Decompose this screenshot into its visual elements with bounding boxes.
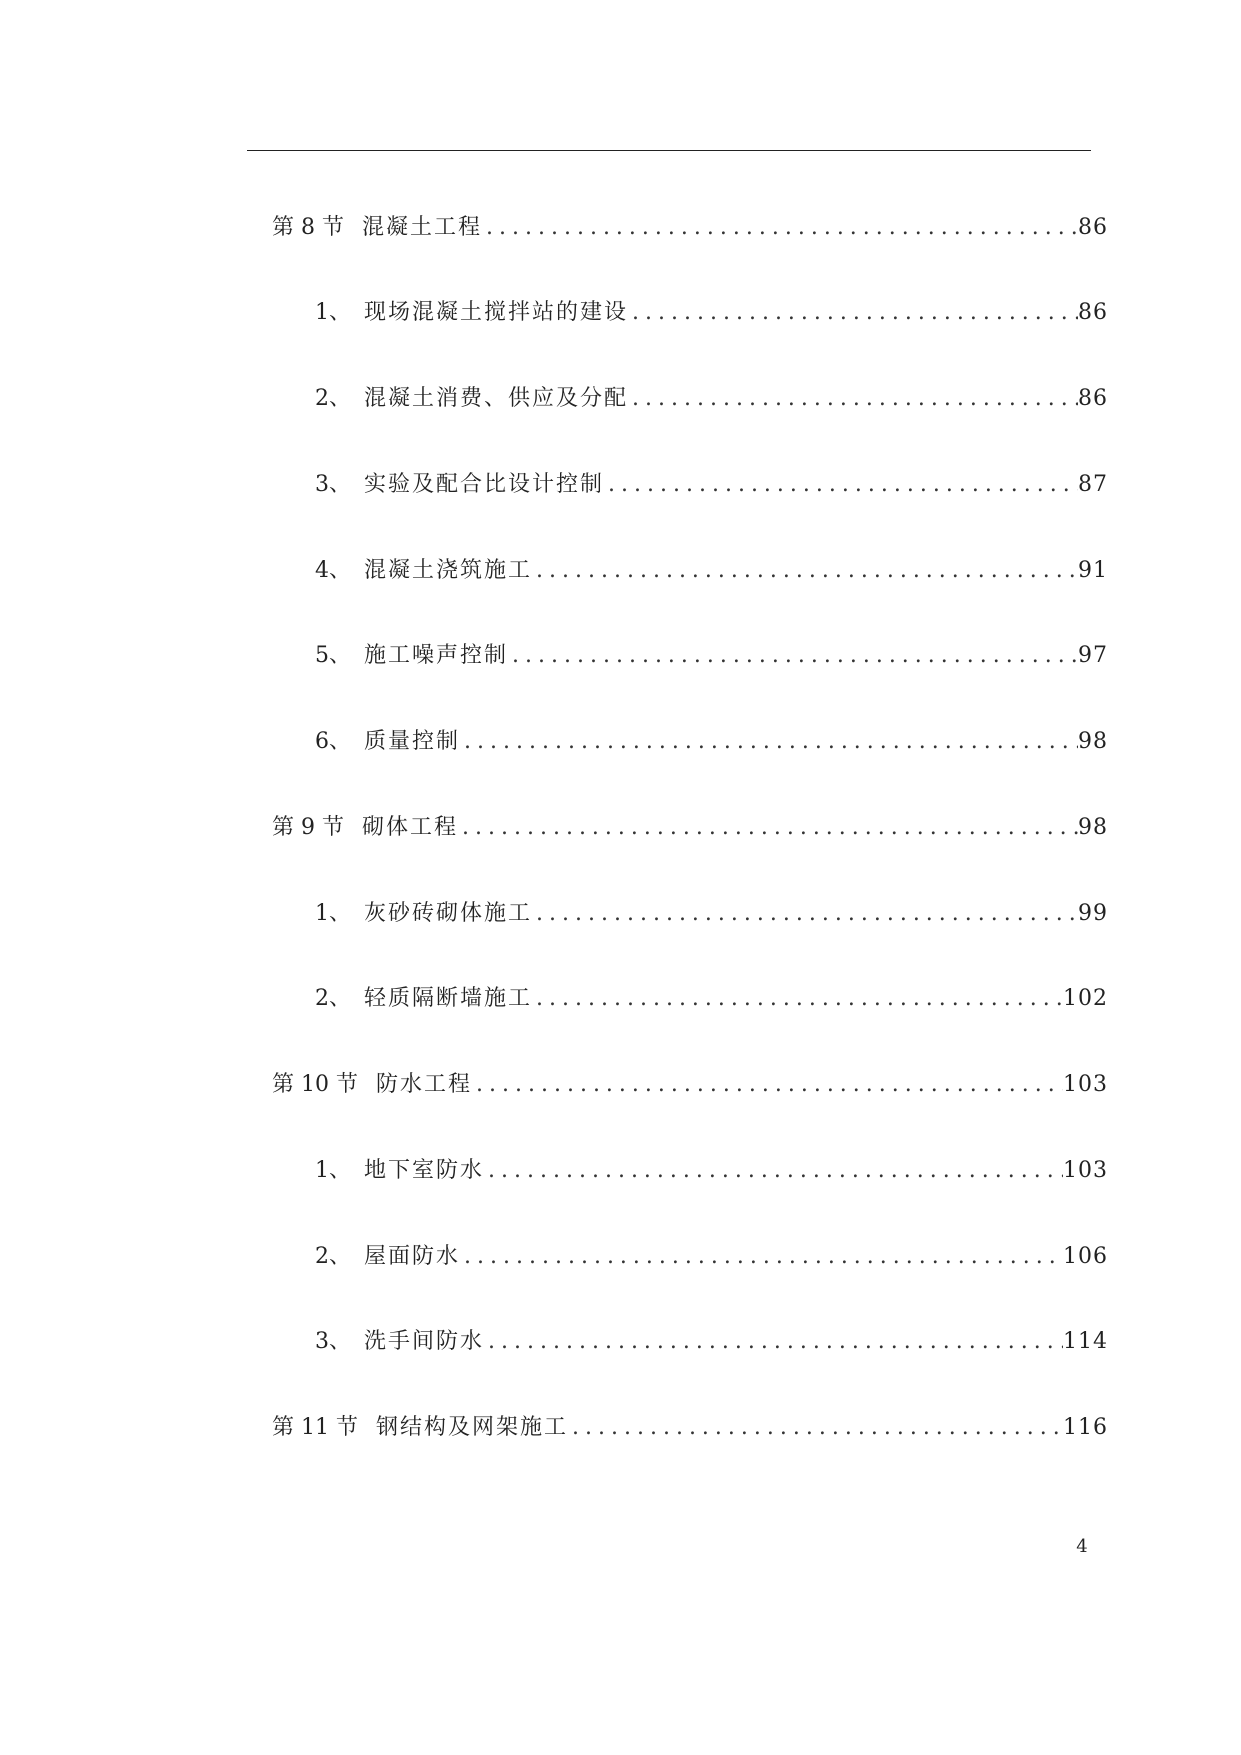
- toc-entry[interactable]: [315, 1153, 1108, 1185]
- toc-entry[interactable]: [315, 1324, 1108, 1356]
- toc-entry-number: 第 9 节: [272, 815, 344, 840]
- toc-entry-page: 102: [1063, 986, 1108, 1011]
- toc-entry-page: 86: [1078, 386, 1108, 411]
- toc-entry-title: 混凝土浇筑施工: [364, 558, 533, 583]
- dot-leader: [484, 1157, 1063, 1185]
- toc-entry-page: 91: [1078, 558, 1108, 583]
- toc-entry-number: 2、: [315, 1244, 351, 1269]
- toc-entry-page: 97: [1078, 643, 1108, 668]
- dot-leader: [628, 299, 1078, 327]
- toc-entry-page: 86: [1078, 215, 1108, 240]
- toc-entry-page: 87: [1078, 472, 1108, 497]
- toc-entry-title: 施工噪声控制: [364, 643, 509, 668]
- dot-leader: [460, 728, 1078, 756]
- dot-leader: [532, 985, 1063, 1013]
- toc-entry-title: 砌体工程: [361, 815, 458, 840]
- toc-entry-title: 防水工程: [375, 1072, 472, 1097]
- toc-entry[interactable]: [315, 981, 1108, 1013]
- toc-entry[interactable]: [315, 295, 1108, 327]
- toc-entry-page: 116: [1063, 1415, 1108, 1440]
- toc-entry-section-9[interactable]: [272, 810, 1108, 842]
- toc-entry-number: 4、: [315, 558, 351, 583]
- toc-entry-number: 第 11 节: [272, 1415, 358, 1440]
- toc-entry-number: 第 10 节: [272, 1072, 358, 1097]
- toc-entry[interactable]: [315, 724, 1108, 756]
- toc-entry[interactable]: [315, 638, 1108, 670]
- toc-entry[interactable]: [315, 467, 1108, 499]
- toc-entry-number: 1、: [315, 1158, 351, 1183]
- toc-entry[interactable]: [315, 1239, 1108, 1271]
- dot-leader: [568, 1414, 1063, 1442]
- toc-entry-page: 86: [1078, 300, 1108, 325]
- toc-entry[interactable]: [315, 381, 1108, 413]
- toc-entry-title: 灰砂砖砌体施工: [364, 901, 533, 926]
- toc-entry-page: 99: [1078, 901, 1108, 926]
- toc-entry-number: 2、: [315, 986, 351, 1011]
- toc-entry-number: 3、: [315, 1329, 351, 1354]
- page-number: 4: [1076, 1536, 1088, 1557]
- toc-entry-title: 地下室防水: [364, 1158, 485, 1183]
- toc-entry-title: 混凝土工程: [361, 215, 482, 240]
- toc-entry-title: 屋面防水: [364, 1244, 461, 1269]
- toc-entry-title: 混凝土消费、供应及分配: [364, 386, 629, 411]
- toc-entry-number: 5、: [315, 643, 351, 668]
- toc-entry-number: 1、: [315, 300, 351, 325]
- toc-entry-title: 钢结构及网架施工: [375, 1415, 568, 1440]
- toc-entry-number: 3、: [315, 472, 351, 497]
- toc-entry-title: 现场混凝土搅拌站的建设: [364, 300, 629, 325]
- toc-entry-section-10[interactable]: [272, 1067, 1108, 1099]
- toc-entry-page: 103: [1063, 1158, 1108, 1183]
- dot-leader: [458, 814, 1078, 842]
- toc-entry-number: 6、: [315, 729, 351, 754]
- toc-entry-number: 1、: [315, 901, 351, 926]
- toc-entry-number: 2、: [315, 386, 351, 411]
- toc-entry-section-11[interactable]: [272, 1410, 1108, 1442]
- dot-leader: [472, 1071, 1063, 1099]
- dot-leader: [532, 557, 1078, 585]
- toc-entry-page: 114: [1063, 1329, 1108, 1354]
- toc-entry-page: 98: [1078, 729, 1108, 754]
- dot-leader: [508, 642, 1078, 670]
- toc-entry-title: 质量控制: [364, 729, 461, 754]
- toc-entry-page: 98: [1078, 815, 1108, 840]
- dot-leader: [532, 900, 1078, 928]
- toc-entry-page: 106: [1063, 1244, 1108, 1269]
- toc-entry[interactable]: [315, 553, 1108, 585]
- dot-leader: [482, 214, 1078, 242]
- toc-entry-title: 洗手间防水: [364, 1329, 485, 1354]
- dot-leader: [484, 1328, 1063, 1356]
- toc-entry-page: 103: [1063, 1072, 1108, 1097]
- dot-leader: [460, 1243, 1063, 1271]
- toc-entry-title: 实验及配合比设计控制: [364, 472, 605, 497]
- dot-leader: [628, 385, 1078, 413]
- toc-entry-title: 轻质隔断墙施工: [364, 986, 533, 1011]
- toc-entry-number: 第 8 节: [272, 215, 344, 240]
- toc-entry[interactable]: [315, 896, 1108, 928]
- toc-entry-section-8[interactable]: [272, 210, 1108, 242]
- dot-leader: [604, 471, 1078, 499]
